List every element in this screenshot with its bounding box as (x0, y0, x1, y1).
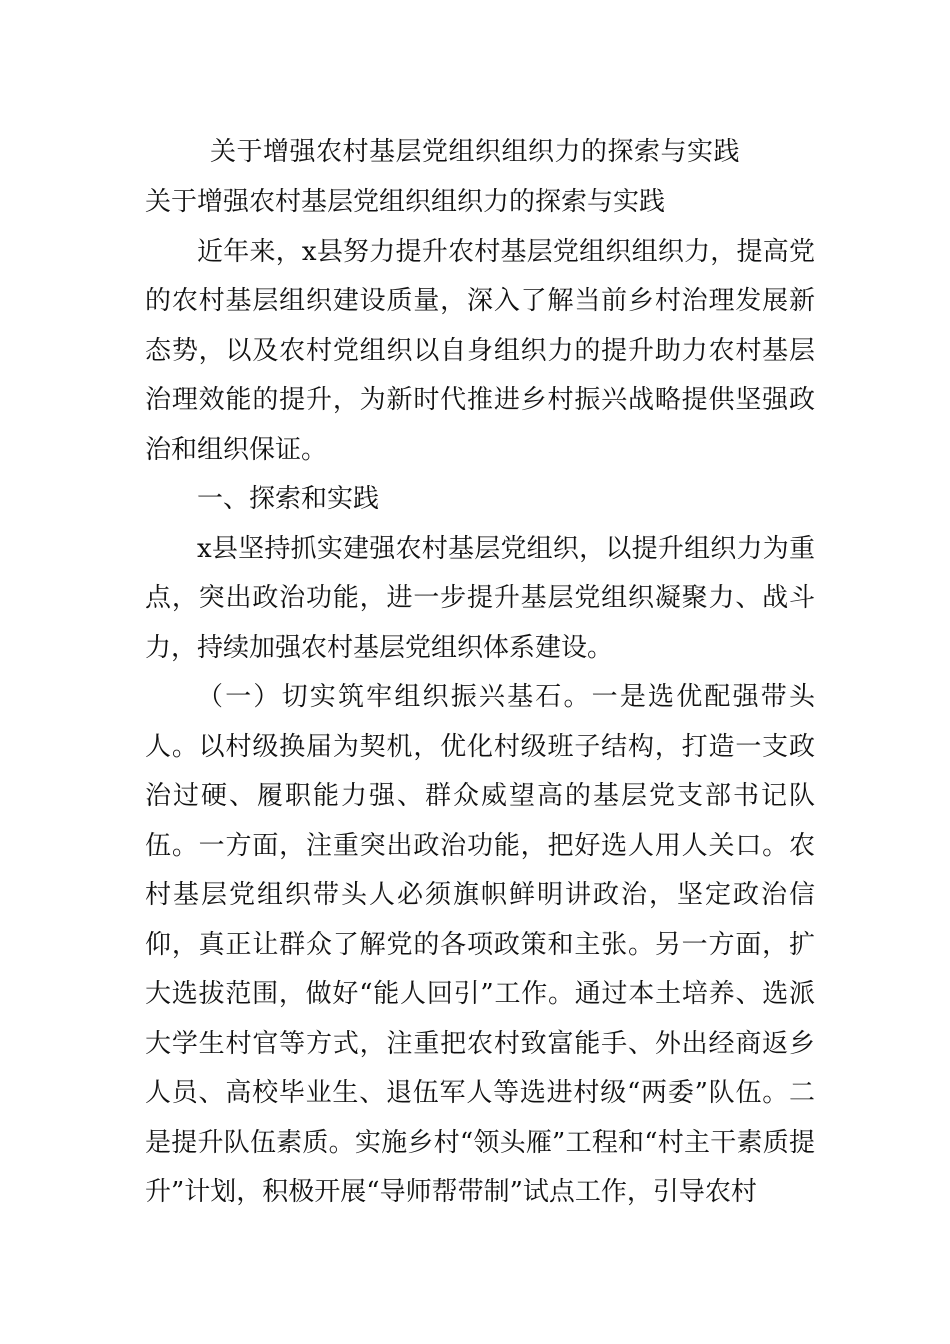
document-subtitle: 关于增强农村基层党组织组织力的探索与实践 (145, 187, 666, 217)
document-title: 关于增强农村基层党组织组织力的探索与实践 (209, 137, 740, 167)
section-heading: 一、探索和实践 (197, 484, 380, 514)
document-body (145, 178, 815, 1218)
paragraph-subsection-1: （一）切实筑牢组织振兴基石。一是选优配强带头人。以村级换届为契机，优化村级班子结构，打造一支政治过硬、履职能力强、群众威望高的基层党支部书记队伍。一方面，注重突出政治功能，把好选人用人关口。农村基层党组织带头人必须旗帜鲜明讲政治，坚定政治信仰，真正让群众了解党的各项政策和主张。另一方面，扩大选拔范围，做好“能人回引”工作。通过本土培养、选派大学生村官等方式，注重把农村致富能手、外出经商返乡人员、高校毕业生、退伍军人等选进村级“两委”队伍。二是提升队伍素质。实施乡村“领头雁”工程和“村主干素质提升”计划，积极开展“导师帮带制”试点工作，引导农村 (145, 682, 815, 1207)
paragraph-intro: 近年来，x县努力提升农村基层党组织组织力，提高党的农村基层组织建设质量，深入了解当前乡村治理发展新态势，以及农村党组织以自身组织力的提升助力农村基层治理效能的提升，为新时代推进乡村振兴战略提供坚强政治和组织保证。 (145, 236, 815, 465)
paragraph-overview: x县坚持抓实建强农村基层党组织，以提升组织力为重点，突出政治功能，进一步提升基层党组织凝聚力、战斗力，持续加强农村基层党组织体系建设。 (145, 533, 815, 663)
